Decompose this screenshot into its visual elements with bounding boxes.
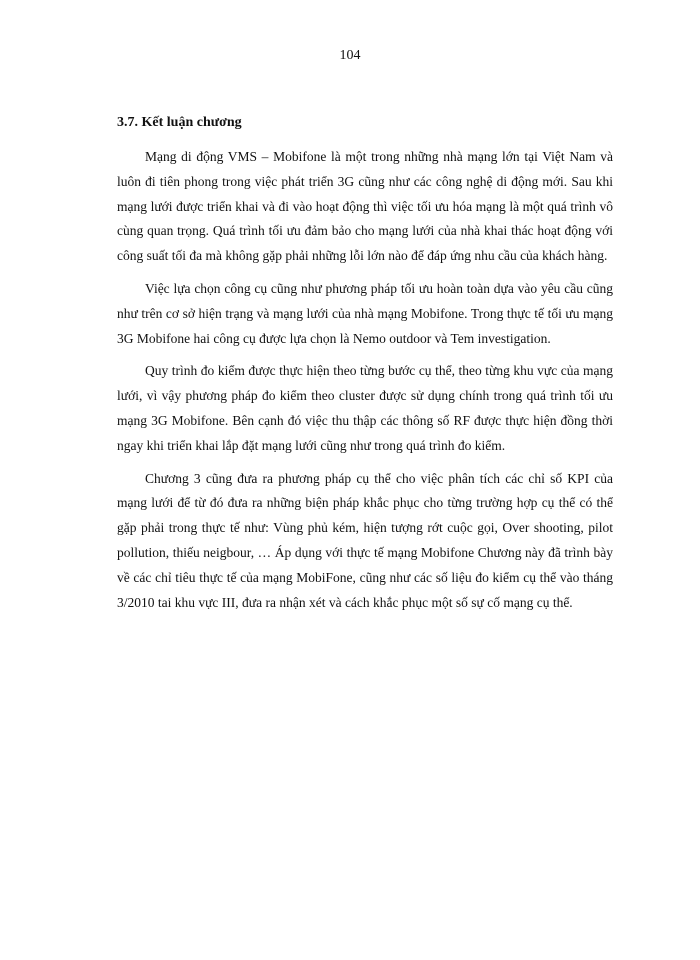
paragraph-2: Việc lựa chọn công cụ cũng như phương pháp tối ưu hoàn toàn dựa vào yêu cầu cũng như trên cơ sở hiện trạng và mạng lưới của nhà mạng Mobifone. Trong thực tế tối ưu mạng 3G Mobifone hai công cụ được lựa chọn là Nemo outdoor và Tem investigation. (117, 280, 613, 346)
chapter-conclusion-section (117, 114, 613, 623)
paragraph-1: Mạng di động VMS – Mobifone là một trong những nhà mạng lớn tại Việt Nam và luôn đi tiên phong trong việc phát triển 3G cũng như các công nghệ di động mới. Sau khi mạng lưới được triển khai và đi vào hoạt động thì việc tối ưu hóa mạng là một quá trình vô cùng quan trọng. Quá trình tối ưu đảm bảo cho mạng lưới của nhà khai thác hoạt động với công suất tối đa mà không gặp phải những lỗi lớn nào để đáp ứng nhu cầu của khách hàng. (117, 149, 613, 264)
paragraph-4: Chương 3 cũng đưa ra phương pháp cụ thể cho việc phân tích các chỉ số KPI của mạng lưới để từ đó đưa ra những biện pháp khắc phục cho từng trường hợp cụ thể có thể gặp phải trong thực tế như: Vùng phủ kém, hiện tượng rớt cuộc gọi, Over shooting, pilot pollution, thiếu neigbour, … Áp dụng với thực tế mạng Mobifone Chương này đã trình bày về các chỉ tiêu thực tế của mạng MobiFone, cũng như các số liệu đo kiểm cụ thể vào tháng 3/2010 tai khu vực III, đưa ra nhận xét và cách khắc phục một số sự cố mạng cụ thể. (117, 470, 613, 610)
page-number: 104 (339, 48, 361, 63)
section-heading: 3.7. Kết luận chương (117, 115, 242, 130)
paragraph-3: Quy trình đo kiểm được thực hiện theo từng bước cụ thể, theo từng khu vực của mạng lưới, vì vậy phương pháp đo kiểm theo cluster được sử dụng chính trong quá trình tối ưu mạng 3G Mobifone. Bên cạnh đó việc thu thập các thông số RF được thực hiện đồng thời ngay khi triển khai lắp đặt mạng lưới cũng như trong quá trình đo kiểm. (117, 363, 613, 453)
